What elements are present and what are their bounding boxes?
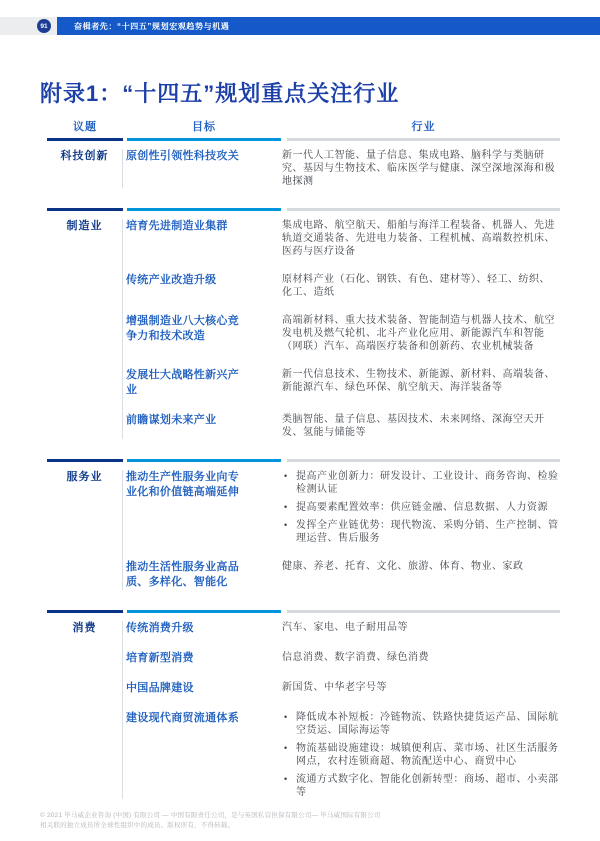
section-rows bbox=[123, 621, 560, 799]
bullet-item bbox=[282, 501, 560, 514]
rule-segment bbox=[47, 459, 123, 462]
column-header-industry: 行业 bbox=[411, 121, 436, 133]
bullet-item bbox=[282, 470, 560, 496]
topic-cell bbox=[47, 470, 123, 590]
section-rows bbox=[123, 149, 560, 188]
industries-text: 汽车、家电、电子耐用品等 bbox=[282, 622, 408, 633]
rule-segment bbox=[287, 138, 560, 141]
table-row bbox=[126, 273, 560, 299]
table-row bbox=[126, 560, 560, 590]
table-row bbox=[126, 413, 560, 439]
industries-text: 类脑智能、量子信息、基因技术、未来网络、深海空天开发、氢能与储能等 bbox=[282, 414, 545, 438]
bullet-text: 提高要素配置效率：供应链金融、信息数据、人力资源 bbox=[296, 502, 548, 513]
table-row bbox=[126, 651, 560, 666]
goal-cell: 推动生产性服务业向专业化和价值链高端延伸 bbox=[126, 471, 239, 498]
section-divider-rule bbox=[47, 610, 560, 613]
rule-segment bbox=[287, 459, 560, 462]
bullet-item bbox=[282, 773, 560, 799]
topic-label: 制造业 bbox=[66, 220, 103, 232]
table-header-row bbox=[47, 114, 560, 138]
goal-cell: 培育新型消费 bbox=[126, 652, 194, 664]
industries-text: 信息消费、数字消费、绿色消费 bbox=[282, 652, 429, 663]
bullet-icon: • bbox=[284, 774, 288, 784]
rule-segment bbox=[127, 138, 281, 141]
rule-segment bbox=[47, 208, 123, 211]
industries-cell bbox=[276, 219, 560, 258]
rule-segment bbox=[47, 610, 123, 613]
goal-cell: 中国品牌建设 bbox=[126, 682, 194, 694]
bullet-icon: • bbox=[284, 520, 288, 530]
table-row bbox=[126, 219, 560, 258]
column-header-topic: 议题 bbox=[73, 121, 97, 133]
rule-segment bbox=[47, 138, 123, 141]
section-divider-rule bbox=[47, 138, 560, 141]
industries-cell bbox=[276, 149, 560, 188]
industries-cell bbox=[276, 273, 560, 299]
copyright-line-1: © 2021 毕马威企业咨询 (中国) 有限公司 — 中国有限责任公司，是与英国私营担保有限公司— 毕马威国际有限公司 bbox=[40, 812, 381, 819]
bullet-text: 降低成本补短板：冷链物流、铁路快捷货运产品、国际航空货运、国际海运等 bbox=[296, 712, 559, 736]
table-row bbox=[126, 711, 560, 799]
table-row bbox=[126, 368, 560, 398]
table-section bbox=[47, 211, 560, 459]
rule-segment bbox=[287, 610, 560, 613]
section-rows bbox=[123, 470, 560, 590]
goal-cell: 推动生活性服务业高品质、多样化、智能化 bbox=[126, 561, 239, 588]
page-number: 91 bbox=[40, 22, 48, 30]
goal-cell: 前瞻谋划未来产业 bbox=[126, 414, 217, 426]
goal-cell: 传统产业改造升级 bbox=[126, 274, 217, 286]
page-header-strip bbox=[0, 17, 600, 35]
table-section bbox=[47, 141, 560, 208]
goal-cell: 建设现代商贸流通体系 bbox=[126, 712, 239, 724]
bullet-item bbox=[282, 742, 560, 768]
industries-text: 新国货、中华老字号等 bbox=[282, 682, 387, 693]
column-header-goal: 目标 bbox=[192, 121, 216, 133]
topic-label: 科技创新 bbox=[60, 150, 109, 162]
copyright-footer bbox=[40, 811, 560, 830]
page-number-badge bbox=[37, 19, 51, 33]
industries-cell bbox=[276, 413, 560, 439]
bullet-icon: • bbox=[284, 743, 288, 753]
industries-cell bbox=[276, 681, 560, 694]
section-rows bbox=[123, 219, 560, 439]
topic-label: 服务业 bbox=[66, 471, 103, 483]
copyright-line-2: 相关联的独立成员所全球性组织中的成员。版权所有，不得转载。 bbox=[40, 821, 235, 829]
table-body bbox=[47, 138, 560, 819]
table-row bbox=[126, 149, 560, 188]
bullet-text: 流通方式数字化、智能化创新转型：商场、超市、小卖部等 bbox=[296, 774, 559, 798]
industries-cell bbox=[276, 314, 560, 353]
goal-cell: 增强制造业八大核心竞争力和技术改造 bbox=[126, 315, 239, 342]
rule-segment bbox=[127, 459, 281, 462]
bullet-item bbox=[282, 519, 560, 545]
industries-text: 高端新材料、重大技术装备、智能制造与机器人技术、航空发电机及燃气轮机、北斗产业化应用、新能源汽车和智能（网联）汽车、高端医疗装备和创新药、农业机械装备 bbox=[282, 315, 555, 352]
rule-segment bbox=[287, 208, 560, 211]
industries-text: 原材料产业（石化、钢铁、有色、建材等）、轻工、纺织、化工、造纸 bbox=[282, 274, 550, 298]
table-section bbox=[47, 613, 560, 819]
rule-segment bbox=[127, 208, 281, 211]
industries-text: 新一代信息技术、生物技术、新能源、新材料、高端装备、新能源汽车、绿色环保、航空航天、海洋装备等 bbox=[282, 369, 555, 393]
goal-cell: 培育先进制造业集群 bbox=[126, 220, 228, 232]
industries-cell bbox=[276, 711, 560, 799]
bullet-text: 物流基础设施建设：城镇便利店、菜市场、社区生活服务网点，农村连锁商超、物流配送中心、商贸中心 bbox=[296, 743, 559, 767]
industries-cell bbox=[276, 368, 560, 394]
table-section bbox=[47, 462, 560, 610]
industries-text: 新一代人工智能、量子信息、集成电路、脑科学与类脑研究、基因与生物技术、临床医学与健康、深空深地深海和极地探测 bbox=[282, 150, 555, 187]
header-title-bar bbox=[57, 17, 600, 35]
table-row bbox=[126, 621, 560, 636]
bullet-icon: • bbox=[284, 471, 288, 481]
topic-cell bbox=[47, 621, 123, 799]
topic-cell bbox=[47, 219, 123, 439]
goal-cell: 发展壮大战略性新兴产业 bbox=[126, 369, 239, 396]
report-title: 奋楫者先：“十四五”规划宏观趋势与机遇 bbox=[74, 21, 230, 31]
industries-text: 健康、养老、托育、文化、旅游、体育、物业、家政 bbox=[282, 561, 524, 572]
bullet-icon: • bbox=[284, 712, 288, 722]
goal-cell: 传统消费升级 bbox=[126, 622, 194, 634]
industries-table bbox=[47, 114, 560, 819]
page-title: 附录1：“十四五”规划重点关注行业 bbox=[40, 80, 400, 106]
industries-text: 集成电路、航空航天、船舶与海洋工程装备、机器人、先进轨道交通装备、先进电力装备、工程机械、高端数控机床、医药与医疗设备 bbox=[282, 220, 555, 257]
table-row bbox=[126, 470, 560, 545]
bullet-text: 发挥全产业链优势：现代物流、采购分销、生产控制、管理运营、售后服务 bbox=[296, 520, 559, 544]
bullet-text: 提高产业创新力：研发设计、工业设计、商务咨询、检验检测认证 bbox=[296, 471, 559, 495]
section-divider-rule bbox=[47, 459, 560, 462]
goal-cell: 原创性引领性科技攻关 bbox=[126, 150, 239, 162]
bullet-icon: • bbox=[284, 502, 288, 512]
industries-cell bbox=[276, 621, 560, 634]
table-row bbox=[126, 681, 560, 696]
bullet-item bbox=[282, 711, 560, 737]
topic-cell bbox=[47, 149, 123, 188]
rule-segment bbox=[127, 610, 281, 613]
section-divider-rule bbox=[47, 208, 560, 211]
industries-cell bbox=[276, 560, 560, 573]
industries-cell bbox=[276, 470, 560, 545]
table-row bbox=[126, 314, 560, 353]
topic-label: 消费 bbox=[72, 622, 97, 634]
industries-cell bbox=[276, 651, 560, 664]
